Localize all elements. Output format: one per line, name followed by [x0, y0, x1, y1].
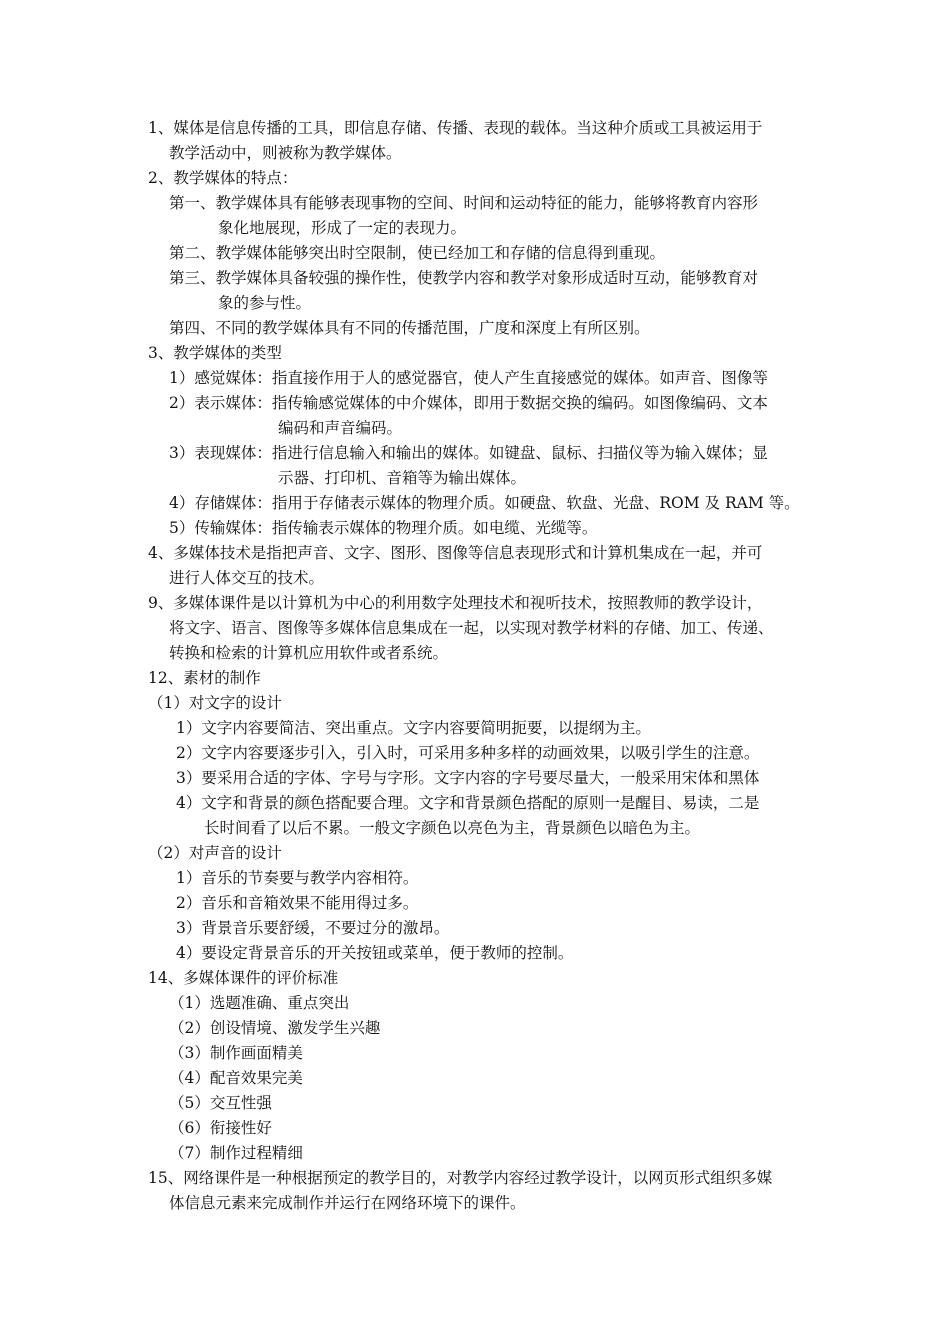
item-14-criterion-1: （1）选题准确、重点突出 [169, 994, 350, 1012]
item-2-point-3-cont: 象的参与性。 [218, 294, 312, 312]
item-12-sub-1-point-2: 2）文字内容要逐步引入，引入时，可采用多种多样的动画效果，以吸引学生的注意。 [176, 744, 760, 762]
item-4-line-2: 进行人体交互的技术。 [169, 569, 325, 587]
item-12-sub-1-point-3: 3）要采用合适的字体、字号与字形。文字内容的字号要尽量大，一般采用宋体和黑体 [176, 769, 760, 787]
item-14-criterion-5: （5）交互性强 [169, 1094, 272, 1112]
item-3-type-5: 5）传输媒体：指传输表示媒体的物理介质。如电缆、光缆等。 [169, 519, 598, 537]
item-3-type-3: 3）表现媒体：指进行信息输入和输出的媒体。如键盘、鼠标、扫描仪等为输入媒体；显 [169, 444, 768, 462]
item-4-line-1: 4、多媒体技术是指把声音、文字、图形、图像等信息表现形式和计算机集成在一起，并可 [148, 544, 763, 562]
item-2-point-1: 第一、教学媒体具有能够表现事物的空间、时间和运动特征的能力，能够将教育内容形 [169, 194, 759, 212]
item-12-sub-2-point-2: 2）音乐和音箱效果不能用得过多。 [176, 894, 419, 912]
item-12-sub-2-point-4: 4）要设定背景音乐的开关按钮或菜单，便于教师的控制。 [176, 944, 574, 962]
item-14-criterion-3: （3）制作画面精美 [169, 1044, 303, 1062]
item-1-line-2: 教学活动中，则被称为教学媒体。 [169, 144, 402, 162]
item-12-sub-2-point-1: 1）音乐的节奏要与教学内容相符。 [176, 869, 419, 887]
item-14-criterion-2: （2）创设情境、激发学生兴趣 [169, 1019, 381, 1037]
item-14-criterion-6: （6）衔接性好 [169, 1119, 272, 1137]
item-2-heading: 2、教学媒体的特点： [148, 169, 298, 187]
item-3-heading: 3、教学媒体的类型 [148, 344, 282, 362]
item-2-point-1-cont: 象化地展现，形成了一定的表现力。 [218, 219, 467, 237]
item-9-line-2: 将文字、语言、图像等多媒体信息集成在一起，以实现对教学材料的存储、加工、传递、 [169, 619, 774, 637]
item-12-sub-1-point-1: 1）文字内容要简洁、突出重点。文字内容要简明扼要，以提纲为主。 [176, 719, 651, 737]
item-1-line-1: 1、媒体是信息传播的工具，即信息存储、传播、表现的载体。当这种介质或工具被运用于 [148, 119, 763, 137]
item-9-line-3: 转换和检索的计算机应用软件或者系统。 [169, 644, 449, 662]
item-2-point-4: 第四、不同的教学媒体具有不同的传播范围，广度和深度上有所区别。 [169, 319, 650, 337]
item-12-sub-2: （2）对声音的设计 [148, 844, 282, 862]
item-12-sub-2-point-3: 3）背景音乐要舒缓，不要过分的激昂。 [176, 919, 450, 937]
item-15-line-1: 15、网络课件是一种根据预定的教学目的，对教学内容经过教学设计，以网页形式组织多媒 [148, 1169, 773, 1187]
item-14-criterion-4: （4）配音效果完美 [169, 1069, 303, 1087]
item-12-sub-1-point-4-cont: 长时间看了以后不累。一般文字颜色以亮色为主，背景颜色以暗色为主。 [204, 819, 701, 837]
item-3-type-2-cont: 编码和声音编码。 [278, 419, 403, 437]
item-15-line-2: 体信息元素来完成制作并运行在网络环境下的课件。 [169, 1194, 526, 1212]
item-12-sub-1: （1）对文字的设计 [148, 694, 282, 712]
item-14-heading: 14、多媒体课件的评价标准 [148, 969, 339, 987]
item-14-criterion-7: （7）制作过程精细 [169, 1144, 303, 1162]
item-2-point-2: 第二、教学媒体能够突出时空限制，使已经加工和存储的信息得到重现。 [169, 244, 666, 262]
item-3-type-1: 1）感觉媒体：指直接作用于人的感觉器官，使人产生直接感觉的媒体。如声音、图像等 [169, 369, 768, 387]
item-9-line-1: 9、多媒体课件是以计算机为中心的利用数字处理技术和视听技术，按照教师的教学设计， [148, 594, 763, 612]
item-3-type-4: 4）存储媒体：指用于存储表示媒体的物理介质。如硬盘、软盘、光盘、ROM 及 RAM 等。 [169, 494, 800, 512]
item-3-type-3-cont: 示器、打印机、音箱等为输出媒体。 [278, 469, 527, 487]
item-12-heading: 12、素材的制作 [148, 669, 261, 687]
item-12-sub-1-point-4: 4）文字和背景的颜色搭配要合理。文字和背景颜色搭配的原则一是醒目、易读，二是 [176, 794, 760, 812]
item-2-point-3: 第三、教学媒体具备较强的操作性，使教学内容和教学对象形成适时互动，能够教育对 [169, 269, 759, 287]
item-3-type-2: 2）表示媒体：指传输感觉媒体的中介媒体，即用于数据交换的编码。如图像编码、文本 [169, 394, 768, 412]
